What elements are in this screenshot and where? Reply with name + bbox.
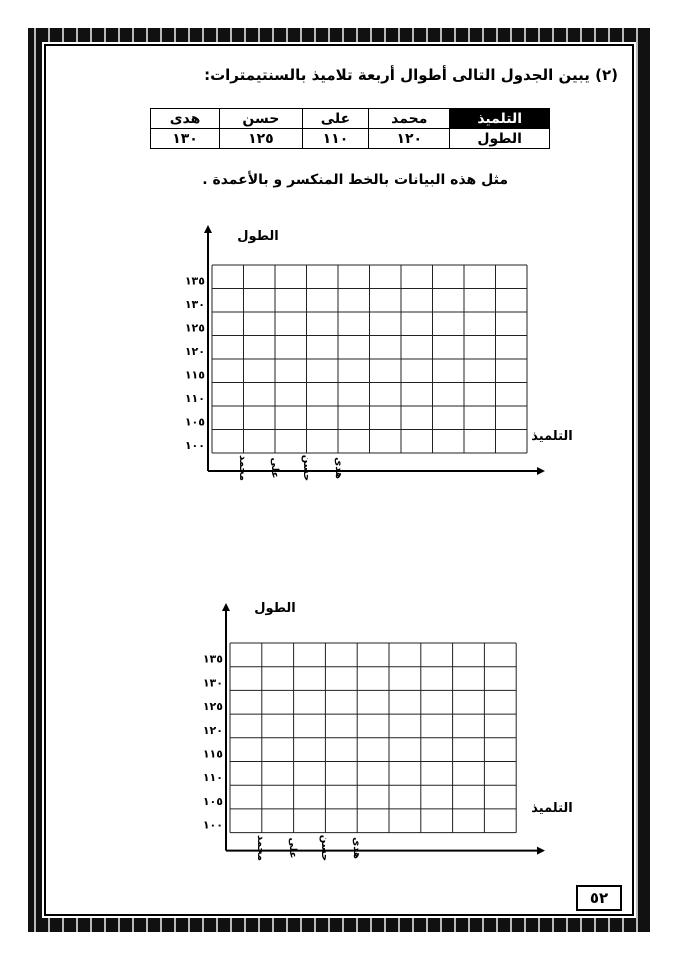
student-height-cell: ١٢٠: [369, 129, 450, 149]
student-name-cell: على: [302, 109, 368, 129]
question-body: يبين الجدول التالى أطوال أربعة تلاميذ بالسنتيمترات:: [204, 66, 590, 84]
y-axis-title: الطول: [237, 229, 279, 244]
x-category-label: محمد: [255, 835, 266, 861]
y-tick-label: ١٠٥: [202, 794, 223, 808]
y-tick-label: ١٠٠: [184, 439, 205, 452]
x-category-label: هدى: [351, 837, 362, 859]
y-tick-label: ١٢٠: [202, 723, 223, 737]
y-tick-label: ١٣٥: [202, 652, 223, 666]
x-axis-arrow: [537, 847, 545, 855]
y-tick-label: ١٢٠: [184, 345, 205, 358]
y-tick-label: ١٣٥: [184, 274, 205, 288]
student-name-cell: هدى: [151, 109, 220, 129]
student-name-cell: محمد: [369, 109, 450, 129]
question-number: (٢): [595, 66, 618, 84]
student-height-cell: ١٣٠: [151, 129, 220, 149]
x-category-label: حسن: [319, 834, 330, 862]
y-tick-label: ١٠٠: [202, 818, 223, 832]
y-tick-label: ١٢٥: [184, 321, 205, 335]
y-tick-label: ١٣٠: [202, 676, 223, 690]
student-name-cell: حسن: [220, 109, 303, 129]
x-category-label: هدى: [333, 457, 344, 479]
page-number: ٥٢: [576, 885, 622, 911]
x-axis-title: التلميذ: [531, 801, 573, 816]
student-height-cell: ١٢٥: [220, 129, 303, 149]
row-header-student: التلميذ: [450, 109, 550, 129]
y-tick-label: ١١٠: [202, 771, 223, 785]
y-tick-label: ١٣٠: [184, 298, 205, 311]
x-category-label: حسن: [301, 454, 312, 482]
x-category-label: محمد: [237, 455, 248, 481]
y-axis-title: الطول: [254, 601, 296, 616]
y-tick-label: ١١٠: [184, 392, 205, 405]
y-tick-label: ١٢٥: [202, 700, 223, 714]
y-tick-label: ١١٥: [184, 368, 205, 382]
x-category-label: على: [269, 457, 280, 479]
y-tick-label: ١٠٥: [184, 415, 205, 429]
y-axis-arrow: [222, 603, 230, 611]
x-category-label: على: [287, 837, 298, 859]
y-tick-label: ١١٥: [202, 747, 223, 761]
student-height-cell: ١١٠: [302, 129, 368, 149]
x-axis-title: التلميذ: [531, 429, 573, 444]
row-header-height: الطول: [450, 129, 550, 149]
instruction-text: مثل هذه البيانات بالخط المنكسر و بالأعمدة .: [202, 172, 508, 188]
